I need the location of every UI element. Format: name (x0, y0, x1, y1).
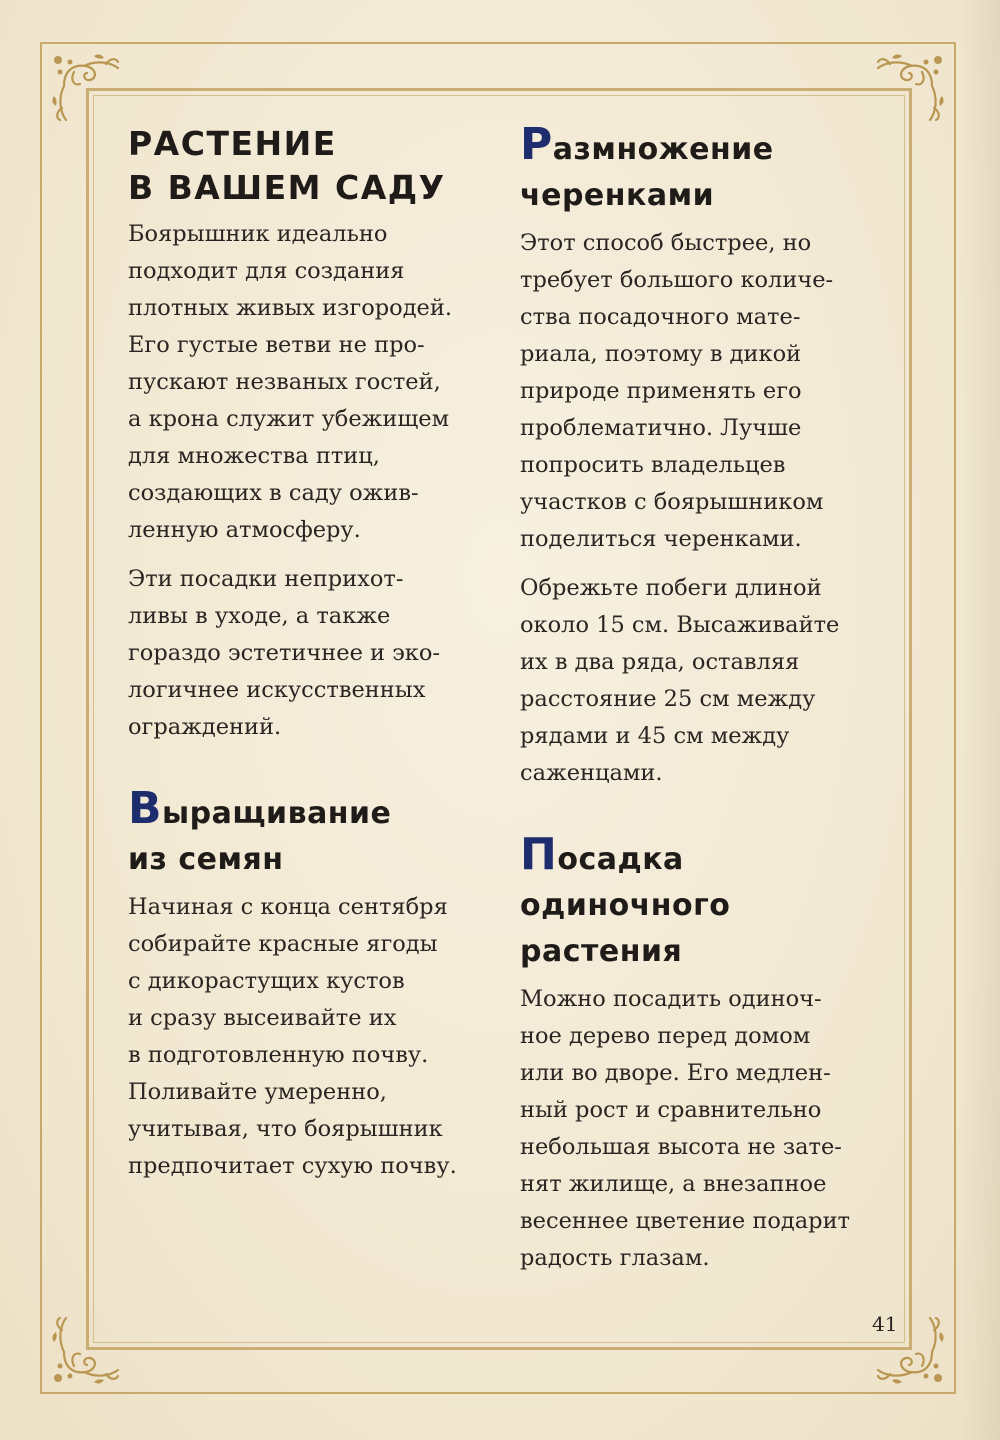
section-title-line: осадка (557, 842, 684, 877)
corner-ornament-icon (44, 1296, 140, 1392)
corner-ornament-icon (44, 46, 140, 142)
section-title-seeds (128, 783, 498, 883)
paragraph: Начиная с конца сентября собирайте красные ягоды с дикорастущих кустов и сразу высеивайте их в подготовленную почву. Поливайте умеренно, учитывая, что боярышник предпочитает сухую почву. (128, 894, 457, 1179)
initial-capital: В (128, 783, 163, 834)
section-title-line: растения (520, 934, 683, 969)
section-title-cuttings (520, 119, 880, 219)
section-title-line: ыращивание (162, 796, 392, 831)
left-column (128, 122, 498, 1185)
paragraph: Этот способ быстрее, но требует большого количе- ства посадочного мате- риала, поэтому в дикой природе применять его проблематично. Лучше попросить владельцев участков с боярышником поделиться черенками. (520, 230, 834, 552)
page-number: 41 (872, 1312, 898, 1336)
paragraph: Можно посадить одиноч- ное дерево перед домом или во дворе. Его медлен- ный рост и сравнительно небольшая высота не зате- нят жилище, а внезапное весеннее цветение подарит радость глазам. (520, 986, 851, 1271)
paragraph: Эти посадки неприхот- ливы в уходе, а также гораздо эстетичнее и эко- логичнее искусственных ограждений. (128, 566, 441, 740)
corner-ornament-icon (856, 1296, 952, 1392)
section-title-planting (128, 122, 498, 210)
section-title-line: В ВАШЕМ САДУ (128, 168, 446, 207)
section-title-line: РАСТЕНИЕ (128, 124, 337, 163)
section-title-line: из семян (128, 842, 284, 877)
paragraph: Обрежьте побеги длиной около 15 см. Высаживайте их в два ряда, оставляя расстояние 25 см между рядами и 45 см между саженцами. (520, 575, 840, 786)
initial-capital: П (520, 829, 558, 880)
paragraph: Боярышник идеально подходит для создания плотных живых изгородей. Его густые ветви не про- пускают незваных гостей, а крона служит убежищем для множества птиц, создающих в саду ожив- ленную атмосферу. (128, 221, 453, 543)
initial-capital: Р (520, 119, 553, 170)
section-title-line: азмножение (552, 132, 774, 167)
section-title-line: одиночного (520, 888, 731, 923)
section-title-single-plant (520, 829, 880, 975)
section-title-line: черенками (520, 178, 715, 213)
page-edge-shadow (960, 0, 1000, 1440)
right-column (520, 119, 880, 1277)
